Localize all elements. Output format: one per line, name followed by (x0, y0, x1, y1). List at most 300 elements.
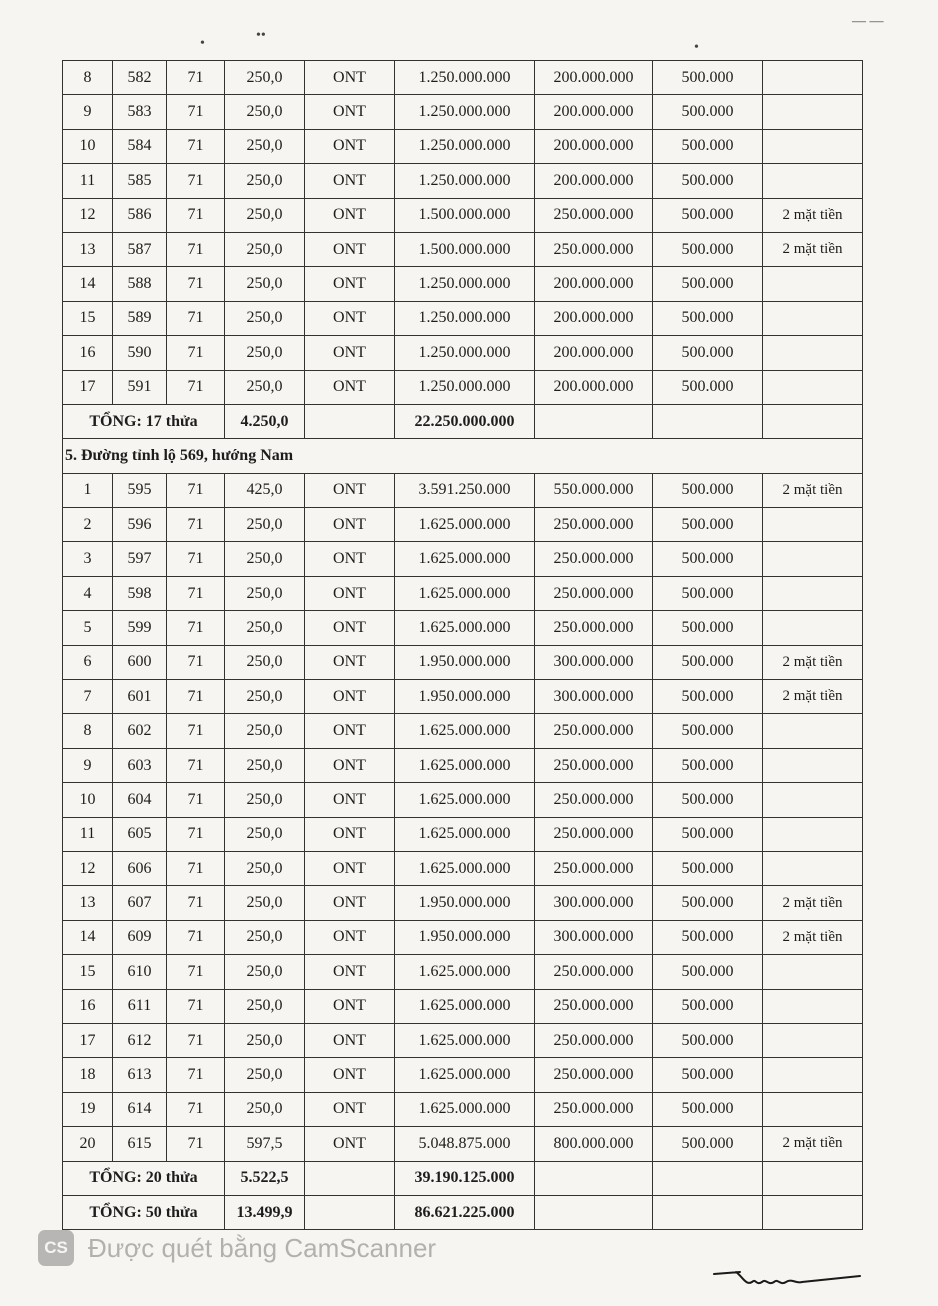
row-number-cell: 11 (63, 164, 113, 198)
total-price-cell: 1.625.000.000 (395, 989, 535, 1023)
total-price-cell: 1.950.000.000 (395, 886, 535, 920)
land-type-cell: ONT (305, 336, 395, 370)
grand-total-amount: 86.621.225.000 (395, 1195, 535, 1229)
subtotal-label: TỔNG: 20 thửa (63, 1161, 225, 1195)
scan-speck: •• (256, 28, 266, 43)
unit-price-cell: 250.000.000 (535, 783, 653, 817)
plot-number-cell: 595 (113, 473, 167, 507)
total-price-cell: 1.950.000.000 (395, 680, 535, 714)
total-price-cell: 1.500.000.000 (395, 232, 535, 266)
plot-number-cell: 603 (113, 748, 167, 782)
section-heading-row (63, 439, 863, 473)
map-sheet-number-cell: 71 (167, 680, 225, 714)
land-type-cell: ONT (305, 61, 395, 95)
row-number-cell: 12 (63, 198, 113, 232)
land-type-cell: ONT (305, 611, 395, 645)
row-number-cell: 11 (63, 817, 113, 851)
table-row (63, 714, 863, 748)
plot-number-cell: 614 (113, 1092, 167, 1126)
empty-cell (653, 1195, 763, 1229)
empty-cell (535, 1161, 653, 1195)
total-price-cell: 1.250.000.000 (395, 61, 535, 95)
unit-price-cell: 250.000.000 (535, 851, 653, 885)
area-cell: 250,0 (225, 783, 305, 817)
table-row (63, 267, 863, 301)
fee-cell: 500.000 (653, 370, 763, 404)
plot-number-cell: 602 (113, 714, 167, 748)
total-price-cell: 1.250.000.000 (395, 267, 535, 301)
unit-price-cell: 200.000.000 (535, 61, 653, 95)
area-cell: 250,0 (225, 1092, 305, 1126)
plot-number-cell: 609 (113, 920, 167, 954)
row-number-cell: 13 (63, 232, 113, 266)
unit-price-cell: 200.000.000 (535, 336, 653, 370)
note-cell (763, 1023, 863, 1057)
note-cell (763, 851, 863, 885)
fee-cell: 500.000 (653, 508, 763, 542)
fee-cell: 500.000 (653, 611, 763, 645)
note-cell (763, 1058, 863, 1092)
total-price-cell: 1.250.000.000 (395, 129, 535, 163)
row-number-cell: 15 (63, 301, 113, 335)
plot-number-cell: 589 (113, 301, 167, 335)
total-price-cell: 1.250.000.000 (395, 370, 535, 404)
unit-price-cell: 250.000.000 (535, 1092, 653, 1126)
unit-price-cell: 300.000.000 (535, 886, 653, 920)
row-number-cell: 17 (63, 370, 113, 404)
area-cell: 250,0 (225, 95, 305, 129)
map-sheet-number-cell: 71 (167, 1127, 225, 1161)
row-number-cell: 10 (63, 129, 113, 163)
area-cell: 250,0 (225, 232, 305, 266)
table-row (63, 851, 863, 885)
empty-cell (653, 1161, 763, 1195)
plot-number-cell: 597 (113, 542, 167, 576)
table-row (63, 1023, 863, 1057)
fee-cell: 500.000 (653, 1127, 763, 1161)
fee-cell: 500.000 (653, 955, 763, 989)
grand-total-row (63, 1195, 863, 1229)
unit-price-cell: 250.000.000 (535, 198, 653, 232)
map-sheet-number-cell: 71 (167, 817, 225, 851)
unit-price-cell: 200.000.000 (535, 370, 653, 404)
unit-price-cell: 200.000.000 (535, 95, 653, 129)
plot-number-cell: 591 (113, 370, 167, 404)
scan-speck: • (694, 40, 699, 55)
row-number-cell: 9 (63, 748, 113, 782)
area-cell: 250,0 (225, 1023, 305, 1057)
unit-price-cell: 250.000.000 (535, 542, 653, 576)
unit-price-cell: 250.000.000 (535, 232, 653, 266)
row-number-cell: 8 (63, 714, 113, 748)
total-price-cell: 1.250.000.000 (395, 301, 535, 335)
area-cell: 250,0 (225, 508, 305, 542)
table-row (63, 1127, 863, 1161)
area-cell: 250,0 (225, 645, 305, 679)
fee-cell: 500.000 (653, 1023, 763, 1057)
land-type-cell: ONT (305, 164, 395, 198)
note-cell (763, 129, 863, 163)
note-cell (763, 164, 863, 198)
note-cell (763, 95, 863, 129)
subtotal-row (63, 404, 863, 438)
table-row (63, 542, 863, 576)
area-cell: 250,0 (225, 714, 305, 748)
map-sheet-number-cell: 71 (167, 783, 225, 817)
row-number-cell: 19 (63, 1092, 113, 1126)
scan-speck: • (200, 36, 205, 51)
fee-cell: 500.000 (653, 886, 763, 920)
plot-number-cell: 606 (113, 851, 167, 885)
table-row (63, 955, 863, 989)
empty-cell (763, 1161, 863, 1195)
note-cell (763, 817, 863, 851)
row-number-cell: 12 (63, 851, 113, 885)
fee-cell: 500.000 (653, 267, 763, 301)
table-row (63, 576, 863, 610)
row-number-cell: 3 (63, 542, 113, 576)
map-sheet-number-cell: 71 (167, 61, 225, 95)
land-type-cell: ONT (305, 232, 395, 266)
land-plot-table (62, 60, 863, 1230)
row-number-cell: 17 (63, 1023, 113, 1057)
fee-cell: 500.000 (653, 851, 763, 885)
total-price-cell: 1.500.000.000 (395, 198, 535, 232)
land-type-cell: ONT (305, 989, 395, 1023)
grand-total-label: TỔNG: 50 thửa (63, 1195, 225, 1229)
map-sheet-number-cell: 71 (167, 232, 225, 266)
fee-cell: 500.000 (653, 129, 763, 163)
row-number-cell: 10 (63, 783, 113, 817)
fee-cell: 500.000 (653, 1092, 763, 1126)
map-sheet-number-cell: 71 (167, 267, 225, 301)
empty-cell (763, 1195, 863, 1229)
total-price-cell: 1.625.000.000 (395, 783, 535, 817)
row-number-cell: 18 (63, 1058, 113, 1092)
map-sheet-number-cell: 71 (167, 955, 225, 989)
map-sheet-number-cell: 71 (167, 611, 225, 645)
area-cell: 250,0 (225, 611, 305, 645)
area-cell: 250,0 (225, 164, 305, 198)
plot-number-cell: 590 (113, 336, 167, 370)
unit-price-cell: 250.000.000 (535, 989, 653, 1023)
land-type-cell: ONT (305, 714, 395, 748)
plot-number-cell: 610 (113, 955, 167, 989)
note-cell: 2 mặt tiền (763, 1127, 863, 1161)
note-cell (763, 370, 863, 404)
fee-cell: 500.000 (653, 198, 763, 232)
table-row (63, 301, 863, 335)
map-sheet-number-cell: 71 (167, 748, 225, 782)
land-type-cell: ONT (305, 542, 395, 576)
fee-cell: 500.000 (653, 301, 763, 335)
note-cell (763, 336, 863, 370)
row-number-cell: 5 (63, 611, 113, 645)
table-row (63, 95, 863, 129)
land-type-cell: ONT (305, 301, 395, 335)
plot-number-cell: 585 (113, 164, 167, 198)
map-sheet-number-cell: 71 (167, 95, 225, 129)
empty-cell (763, 404, 863, 438)
row-number-cell: 16 (63, 336, 113, 370)
plot-number-cell: 604 (113, 783, 167, 817)
area-cell: 250,0 (225, 955, 305, 989)
handwritten-signature (712, 1262, 862, 1294)
table-row (63, 783, 863, 817)
fee-cell: 500.000 (653, 748, 763, 782)
fee-cell: 500.000 (653, 336, 763, 370)
note-cell (763, 714, 863, 748)
plot-number-cell: 599 (113, 611, 167, 645)
map-sheet-number-cell: 71 (167, 164, 225, 198)
area-cell: 250,0 (225, 989, 305, 1023)
table-row (63, 508, 863, 542)
land-type-cell: ONT (305, 748, 395, 782)
land-type-cell: ONT (305, 508, 395, 542)
land-type-cell: ONT (305, 851, 395, 885)
empty-cell (653, 404, 763, 438)
row-number-cell: 13 (63, 886, 113, 920)
total-price-cell: 1.625.000.000 (395, 576, 535, 610)
fee-cell: 500.000 (653, 542, 763, 576)
table-body-subtotal-a (63, 404, 863, 473)
empty-cell (305, 1195, 395, 1229)
subtotal-amount: 22.250.000.000 (395, 404, 535, 438)
area-cell: 250,0 (225, 129, 305, 163)
fee-cell: 500.000 (653, 714, 763, 748)
total-price-cell: 1.625.000.000 (395, 714, 535, 748)
total-price-cell: 1.625.000.000 (395, 611, 535, 645)
total-price-cell: 1.625.000.000 (395, 748, 535, 782)
table-row (63, 611, 863, 645)
plot-number-cell: 607 (113, 886, 167, 920)
plot-number-cell: 615 (113, 1127, 167, 1161)
table-body-section-5 (63, 473, 863, 1161)
camscanner-watermark (38, 1228, 558, 1268)
table-row (63, 129, 863, 163)
row-number-cell: 7 (63, 680, 113, 714)
land-type-cell: ONT (305, 1058, 395, 1092)
row-number-cell: 2 (63, 508, 113, 542)
subtotal-label: TỔNG: 17 thửa (63, 404, 225, 438)
map-sheet-number-cell: 71 (167, 645, 225, 679)
row-number-cell: 4 (63, 576, 113, 610)
land-type-cell: ONT (305, 95, 395, 129)
area-cell: 425,0 (225, 473, 305, 507)
area-cell: 250,0 (225, 680, 305, 714)
table-row (63, 748, 863, 782)
total-price-cell: 1.950.000.000 (395, 645, 535, 679)
area-cell: 250,0 (225, 920, 305, 954)
map-sheet-number-cell: 71 (167, 1092, 225, 1126)
row-number-cell: 6 (63, 645, 113, 679)
map-sheet-number-cell: 71 (167, 129, 225, 163)
note-cell: 2 mặt tiền (763, 645, 863, 679)
fee-cell: 500.000 (653, 61, 763, 95)
land-type-cell: ONT (305, 1127, 395, 1161)
empty-cell (535, 404, 653, 438)
map-sheet-number-cell: 71 (167, 851, 225, 885)
subtotal-area: 5.522,5 (225, 1161, 305, 1195)
land-type-cell: ONT (305, 645, 395, 679)
table-row (63, 370, 863, 404)
fee-cell: 500.000 (653, 920, 763, 954)
plot-number-cell: 582 (113, 61, 167, 95)
subtotal-amount: 39.190.125.000 (395, 1161, 535, 1195)
unit-price-cell: 200.000.000 (535, 267, 653, 301)
plot-number-cell: 600 (113, 645, 167, 679)
note-cell (763, 61, 863, 95)
plot-number-cell: 605 (113, 817, 167, 851)
fee-cell: 500.000 (653, 680, 763, 714)
note-cell (763, 267, 863, 301)
note-cell: 2 mặt tiền (763, 920, 863, 954)
unit-price-cell: 800.000.000 (535, 1127, 653, 1161)
empty-cell (305, 1161, 395, 1195)
fee-cell: 500.000 (653, 576, 763, 610)
watermark-text: Được quét bằng CamScanner (88, 1232, 437, 1263)
fee-cell: 500.000 (653, 164, 763, 198)
map-sheet-number-cell: 71 (167, 508, 225, 542)
fee-cell: 500.000 (653, 95, 763, 129)
note-cell: 2 mặt tiền (763, 680, 863, 714)
map-sheet-number-cell: 71 (167, 198, 225, 232)
land-type-cell: ONT (305, 267, 395, 301)
empty-cell (305, 404, 395, 438)
total-price-cell: 1.625.000.000 (395, 955, 535, 989)
total-price-cell: 3.591.250.000 (395, 473, 535, 507)
grand-total-area: 13.499,9 (225, 1195, 305, 1229)
plot-number-cell: 586 (113, 198, 167, 232)
total-price-cell: 1.625.000.000 (395, 542, 535, 576)
area-cell: 250,0 (225, 542, 305, 576)
table-row (63, 198, 863, 232)
map-sheet-number-cell: 71 (167, 1023, 225, 1057)
scan-speck: — — (852, 14, 884, 29)
land-type-cell: ONT (305, 576, 395, 610)
unit-price-cell: 300.000.000 (535, 680, 653, 714)
plot-number-cell: 584 (113, 129, 167, 163)
area-cell: 250,0 (225, 886, 305, 920)
table-row (63, 989, 863, 1023)
table-row (63, 645, 863, 679)
note-cell (763, 576, 863, 610)
table-row (63, 61, 863, 95)
fee-cell: 500.000 (653, 783, 763, 817)
table-row (63, 473, 863, 507)
fee-cell: 500.000 (653, 989, 763, 1023)
table-row (63, 920, 863, 954)
row-number-cell: 14 (63, 920, 113, 954)
plot-number-cell: 596 (113, 508, 167, 542)
land-type-cell: ONT (305, 680, 395, 714)
land-type-cell: ONT (305, 817, 395, 851)
unit-price-cell: 300.000.000 (535, 920, 653, 954)
area-cell: 250,0 (225, 1058, 305, 1092)
land-type-cell: ONT (305, 473, 395, 507)
fee-cell: 500.000 (653, 232, 763, 266)
plot-number-cell: 612 (113, 1023, 167, 1057)
row-number-cell: 15 (63, 955, 113, 989)
plot-number-cell: 588 (113, 267, 167, 301)
area-cell: 250,0 (225, 336, 305, 370)
land-type-cell: ONT (305, 955, 395, 989)
unit-price-cell: 250.000.000 (535, 611, 653, 645)
table-row (63, 680, 863, 714)
fee-cell: 500.000 (653, 645, 763, 679)
land-type-cell: ONT (305, 1092, 395, 1126)
unit-price-cell: 250.000.000 (535, 508, 653, 542)
total-price-cell: 1.625.000.000 (395, 851, 535, 885)
table-row (63, 817, 863, 851)
note-cell (763, 542, 863, 576)
map-sheet-number-cell: 71 (167, 714, 225, 748)
row-number-cell: 20 (63, 1127, 113, 1161)
map-sheet-number-cell: 71 (167, 336, 225, 370)
unit-price-cell: 550.000.000 (535, 473, 653, 507)
fee-cell: 500.000 (653, 1058, 763, 1092)
unit-price-cell: 250.000.000 (535, 1058, 653, 1092)
unit-price-cell: 300.000.000 (535, 645, 653, 679)
unit-price-cell: 200.000.000 (535, 129, 653, 163)
fee-cell: 500.000 (653, 817, 763, 851)
area-cell: 250,0 (225, 370, 305, 404)
map-sheet-number-cell: 71 (167, 886, 225, 920)
area-cell: 250,0 (225, 301, 305, 335)
total-price-cell: 1.250.000.000 (395, 164, 535, 198)
map-sheet-number-cell: 71 (167, 920, 225, 954)
unit-price-cell: 250.000.000 (535, 955, 653, 989)
plot-number-cell: 587 (113, 232, 167, 266)
row-number-cell: 1 (63, 473, 113, 507)
table-row (63, 336, 863, 370)
note-cell (763, 955, 863, 989)
map-sheet-number-cell: 71 (167, 576, 225, 610)
area-cell: 250,0 (225, 61, 305, 95)
row-number-cell: 8 (63, 61, 113, 95)
unit-price-cell: 250.000.000 (535, 576, 653, 610)
unit-price-cell: 250.000.000 (535, 1023, 653, 1057)
note-cell: 2 mặt tiền (763, 198, 863, 232)
land-type-cell: ONT (305, 920, 395, 954)
unit-price-cell: 200.000.000 (535, 164, 653, 198)
map-sheet-number-cell: 71 (167, 542, 225, 576)
plot-number-cell: 611 (113, 989, 167, 1023)
land-type-cell: ONT (305, 886, 395, 920)
unit-price-cell: 250.000.000 (535, 748, 653, 782)
area-cell: 597,5 (225, 1127, 305, 1161)
area-cell: 250,0 (225, 817, 305, 851)
empty-cell (535, 1195, 653, 1229)
note-cell (763, 301, 863, 335)
plot-number-cell: 613 (113, 1058, 167, 1092)
table-row (63, 1058, 863, 1092)
table-row (63, 1092, 863, 1126)
note-cell (763, 508, 863, 542)
total-price-cell: 1.625.000.000 (395, 817, 535, 851)
note-cell: 2 mặt tiền (763, 473, 863, 507)
total-price-cell: 1.625.000.000 (395, 1058, 535, 1092)
plot-number-cell: 598 (113, 576, 167, 610)
total-price-cell: 5.048.875.000 (395, 1127, 535, 1161)
area-cell: 250,0 (225, 576, 305, 610)
fee-cell: 500.000 (653, 473, 763, 507)
total-price-cell: 1.625.000.000 (395, 1023, 535, 1057)
note-cell (763, 989, 863, 1023)
table-row (63, 164, 863, 198)
land-type-cell: ONT (305, 783, 395, 817)
total-price-cell: 1.250.000.000 (395, 336, 535, 370)
